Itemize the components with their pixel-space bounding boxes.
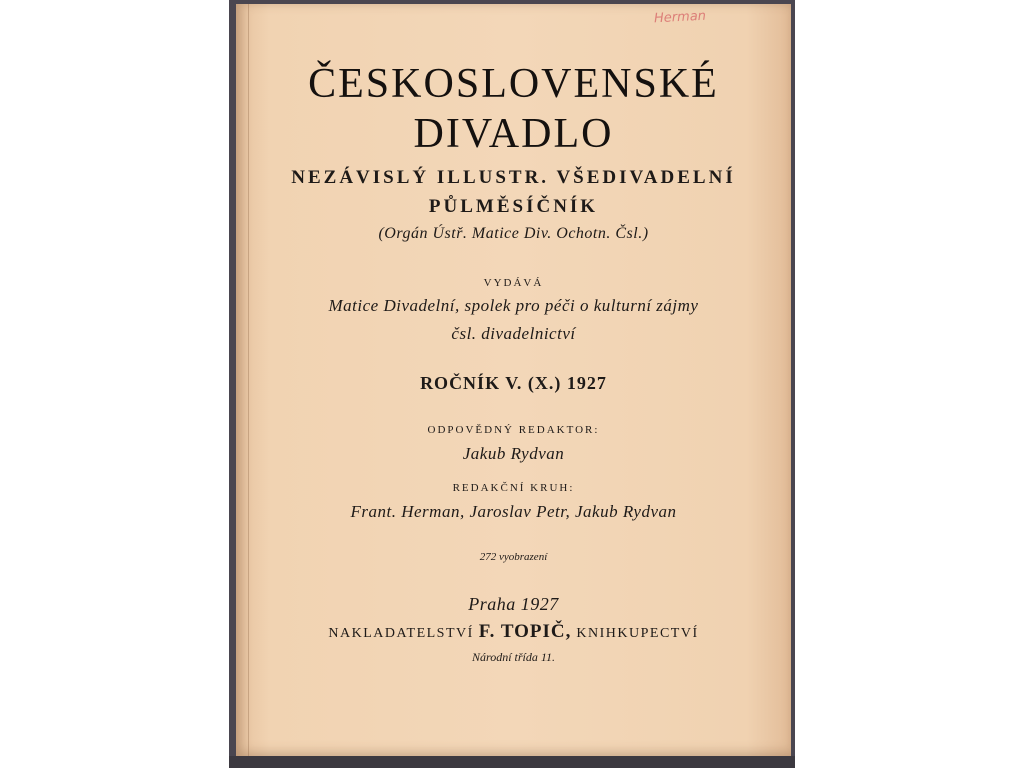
- title-page: [236, 4, 791, 756]
- editor-name: Jakub Rydvan: [462, 444, 565, 463]
- publisher-line-2: čsl. divadelnictví: [451, 324, 576, 343]
- publisher-label: VYDÁVÁ: [483, 277, 544, 289]
- imprint-suffix: KNIHKUPECTVÍ: [576, 626, 699, 641]
- illustrations-count: 272 vyobrazení: [479, 551, 548, 563]
- board-label: REDAKČNÍ KRUH:: [452, 482, 575, 494]
- editor-label: ODPOVĚDNÝ REDAKTOR:: [427, 424, 600, 436]
- book-bottom-edge: [229, 756, 795, 768]
- organ-note: (Orgán Ústř. Matice Div. Ochotn. Čsl.): [378, 225, 649, 242]
- subtitle-line-1: NEZÁVISLÝ ILLUSTR. VŠEDIVADELNÍ: [291, 167, 736, 188]
- title-line-2: DIVADLO: [413, 111, 614, 157]
- publisher-line-1: Matice Divadelní, spolek pro péči o kulturní zájmy: [328, 296, 699, 315]
- publisher-address: Národní třída 11.: [471, 650, 555, 664]
- handwritten-annotation: Herman: [653, 8, 707, 27]
- imprint-line: [236, 622, 791, 644]
- imprint-prefix: NAKLADATELSTVÍ: [328, 626, 474, 641]
- place-year: Praha 1927: [468, 594, 559, 614]
- board-names: Frant. Herman, Jaroslav Petr, Jakub Rydvan: [350, 502, 677, 521]
- title-line-1: ČESKOSLOVENSKÉ: [308, 61, 719, 107]
- imprint-name: F. TOPIČ,: [478, 621, 572, 642]
- subtitle-line-2: PŮLMĚSÍČNÍK: [428, 196, 599, 217]
- volume-line: ROČNÍK V. (X.) 1927: [420, 373, 607, 393]
